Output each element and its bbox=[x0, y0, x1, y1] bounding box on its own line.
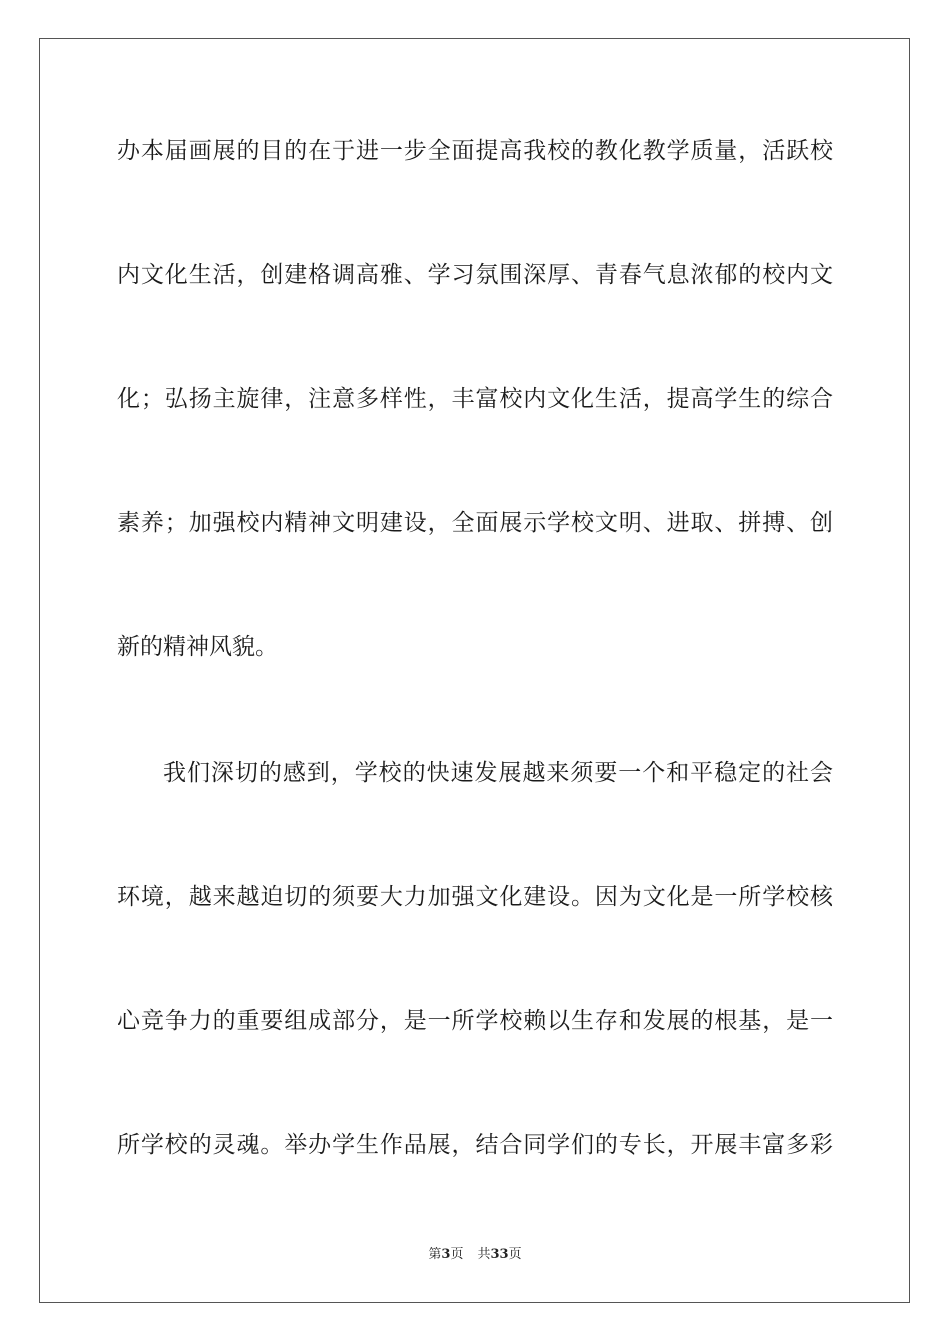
footer-page-suffix: 页 bbox=[450, 1247, 464, 1262]
paragraph-2-line-3: 心竞争力的重要组成部分，是一所学校赖以生存和发展的根基，是一 bbox=[117, 1008, 833, 1034]
paragraph-2-line-1: 我们深切的感到，学校的快速发展越来须要一个和平稳定的社会 bbox=[163, 760, 833, 786]
footer-total-pages: 33 bbox=[490, 1247, 509, 1262]
footer-page-prefix: 第 bbox=[428, 1247, 442, 1262]
paragraph-1-line-4: 素养；加强校内精神文明建设，全面展示学校文明、进取、拼搏、创 bbox=[117, 510, 833, 536]
footer-page-number: 3 bbox=[441, 1247, 451, 1262]
paragraph-2-line-2: 环境，越来越迫切的须要大力加强文化建设。因为文化是一所学校核 bbox=[117, 884, 833, 910]
paragraph-1-line-2: 内文化生活，创建格调高雅、学习氛围深厚、青春气息浓郁的校内文 bbox=[117, 262, 833, 288]
footer-total-suffix: 页 bbox=[508, 1247, 522, 1262]
paragraph-1-line-3: 化；弘扬主旋律，注意多样性，丰富校内文化生活，提高学生的综合 bbox=[117, 386, 833, 412]
paragraph-1-line-5: 新的精神风貌。 bbox=[117, 634, 278, 660]
page-footer bbox=[0, 1247, 950, 1263]
paragraph-1-line-1: 办本届画展的目的在于进一步全面提高我校的教化教学质量，活跃校 bbox=[117, 138, 833, 164]
footer-total-prefix: 共 bbox=[477, 1247, 491, 1262]
paragraph-2-line-4: 所学校的灵魂。举办学生作品展，结合同学们的专长，开展丰富多彩 bbox=[117, 1132, 833, 1158]
page-border bbox=[39, 38, 910, 1303]
